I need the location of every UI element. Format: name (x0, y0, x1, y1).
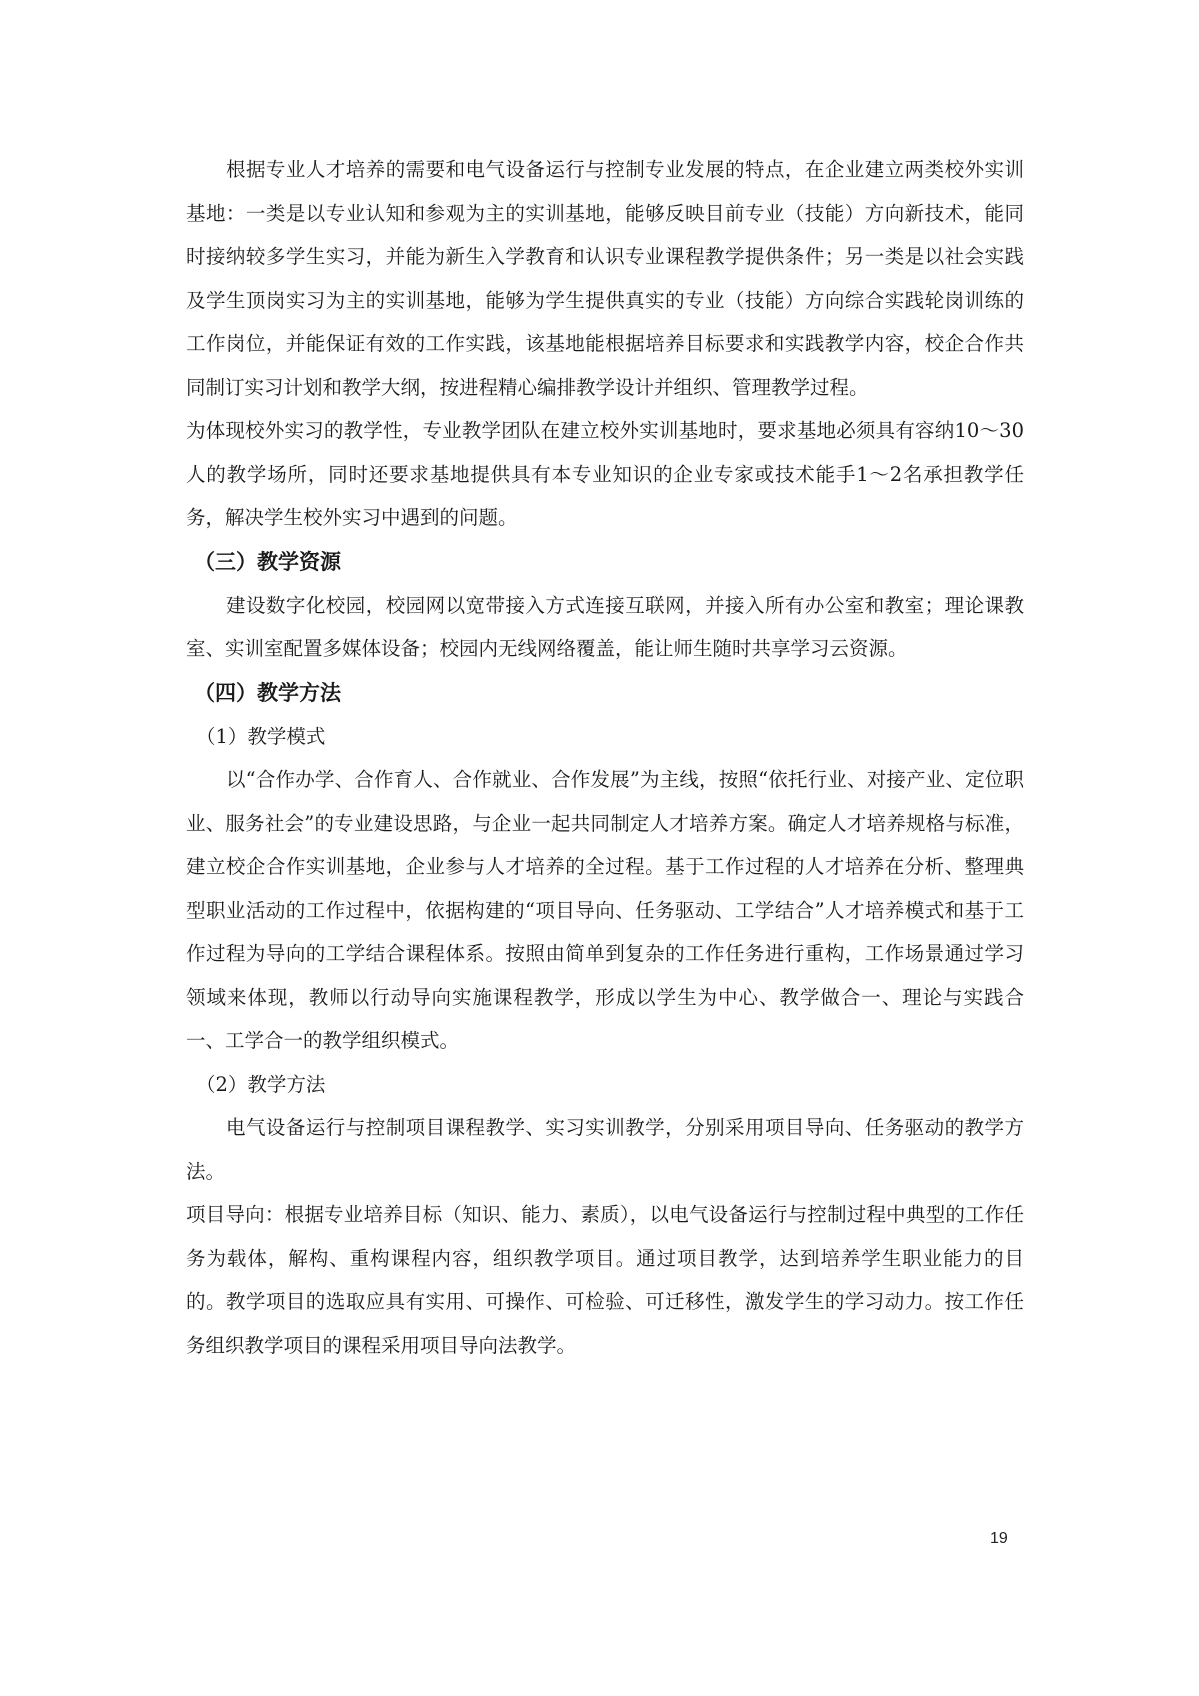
subheading-teaching-method: （2）教学方法 (196, 1072, 326, 1096)
paragraph-project-oriented: 项目导向：根据专业培养目标（知识、能力、素质），以电气设备运行与控制过程中典型的工作任务为载体，解构、重构课程内容，组织教学项目。通过项目教学，达到培养学生职业能力的目的。教学项目的选取应具有实用、可操作、可检验、可迁移性，激发学生的学习动力。按工作任务组织教学项目的课程采用项目导向法教学。 (186, 1203, 1024, 1357)
page-content (186, 148, 1024, 1367)
subheading-teaching-mode: （1）教学模式 (196, 724, 326, 748)
heading-teaching-methods: （四）教学方法 (194, 680, 341, 705)
paragraph-teaching-nature: 为体现校外实习的教学性，专业教学团队在建立校外实训基地时，要求基地必须具有容纳10～30人的教学场所，同时还要求基地提供具有本专业知识的企业专家或技术能手1～2名承担教学任务，解决学生校外实习中遇到的问题。 (186, 419, 1024, 529)
page-number: 19 (990, 1530, 1008, 1547)
paragraph-training-bases: 根据专业人才培养的需要和电气设备运行与控制专业发展的特点，在企业建立两类校外实训基地：一类是以专业认知和参观为主的实训基地，能够反映目前专业（技能）方向新技术，能同时接纳较多学生实习，并能为新生入学教育和认识专业课程教学提供条件；另一类是以社会实践及学生顶岗实习为主的实训基地，能够为学生提供真实的专业（技能）方向综合实践轮岗训练的工作岗位，并能保证有效的工作实践，该基地能根据培养目标要求和实践教学内容，校企合作共同制订实习计划和教学大纲，按进程精心编排教学设计并组织、管理教学过程。 (186, 158, 1024, 399)
paragraph-teaching-mode: 以“合作办学、合作育人、合作就业、合作发展”为主线，按照“依托行业、对接产业、定位职业、服务社会”的专业建设思路，与企业一起共同制定人才培养方案。确定人才培养规格与标准，建立校企合作实训基地，企业参与人才培养的全过程。基于工作过程的人才培养在分析、整理典型职业活动的工作过程中，依据构建的“项目导向、任务驱动、工学结合”人才培养模式和基于工作过程为导向的工学结合课程体系。按照由简单到复杂的工作任务进行重构，工作场景通过学习领域来体现，教师以行动导向实施课程教学，形成以学生为中心、教学做合一、理论与实践合一、工学合一的教学组织模式。 (186, 768, 1024, 1052)
paragraph-digital-campus: 建设数字化校园，校园网以宽带接入方式连接互联网，并接入所有办公室和教室；理论课教室、实训室配置多媒体设备；校园内无线网络覆盖，能让师生随时共享学习云资源。 (186, 593, 1024, 660)
heading-teaching-resources: （三）教学资源 (194, 549, 341, 574)
paragraph-teaching-method: 电气设备运行与控制项目课程教学、实习实训教学，分别采用项目导向、任务驱动的教学方法。 (186, 1116, 1024, 1183)
